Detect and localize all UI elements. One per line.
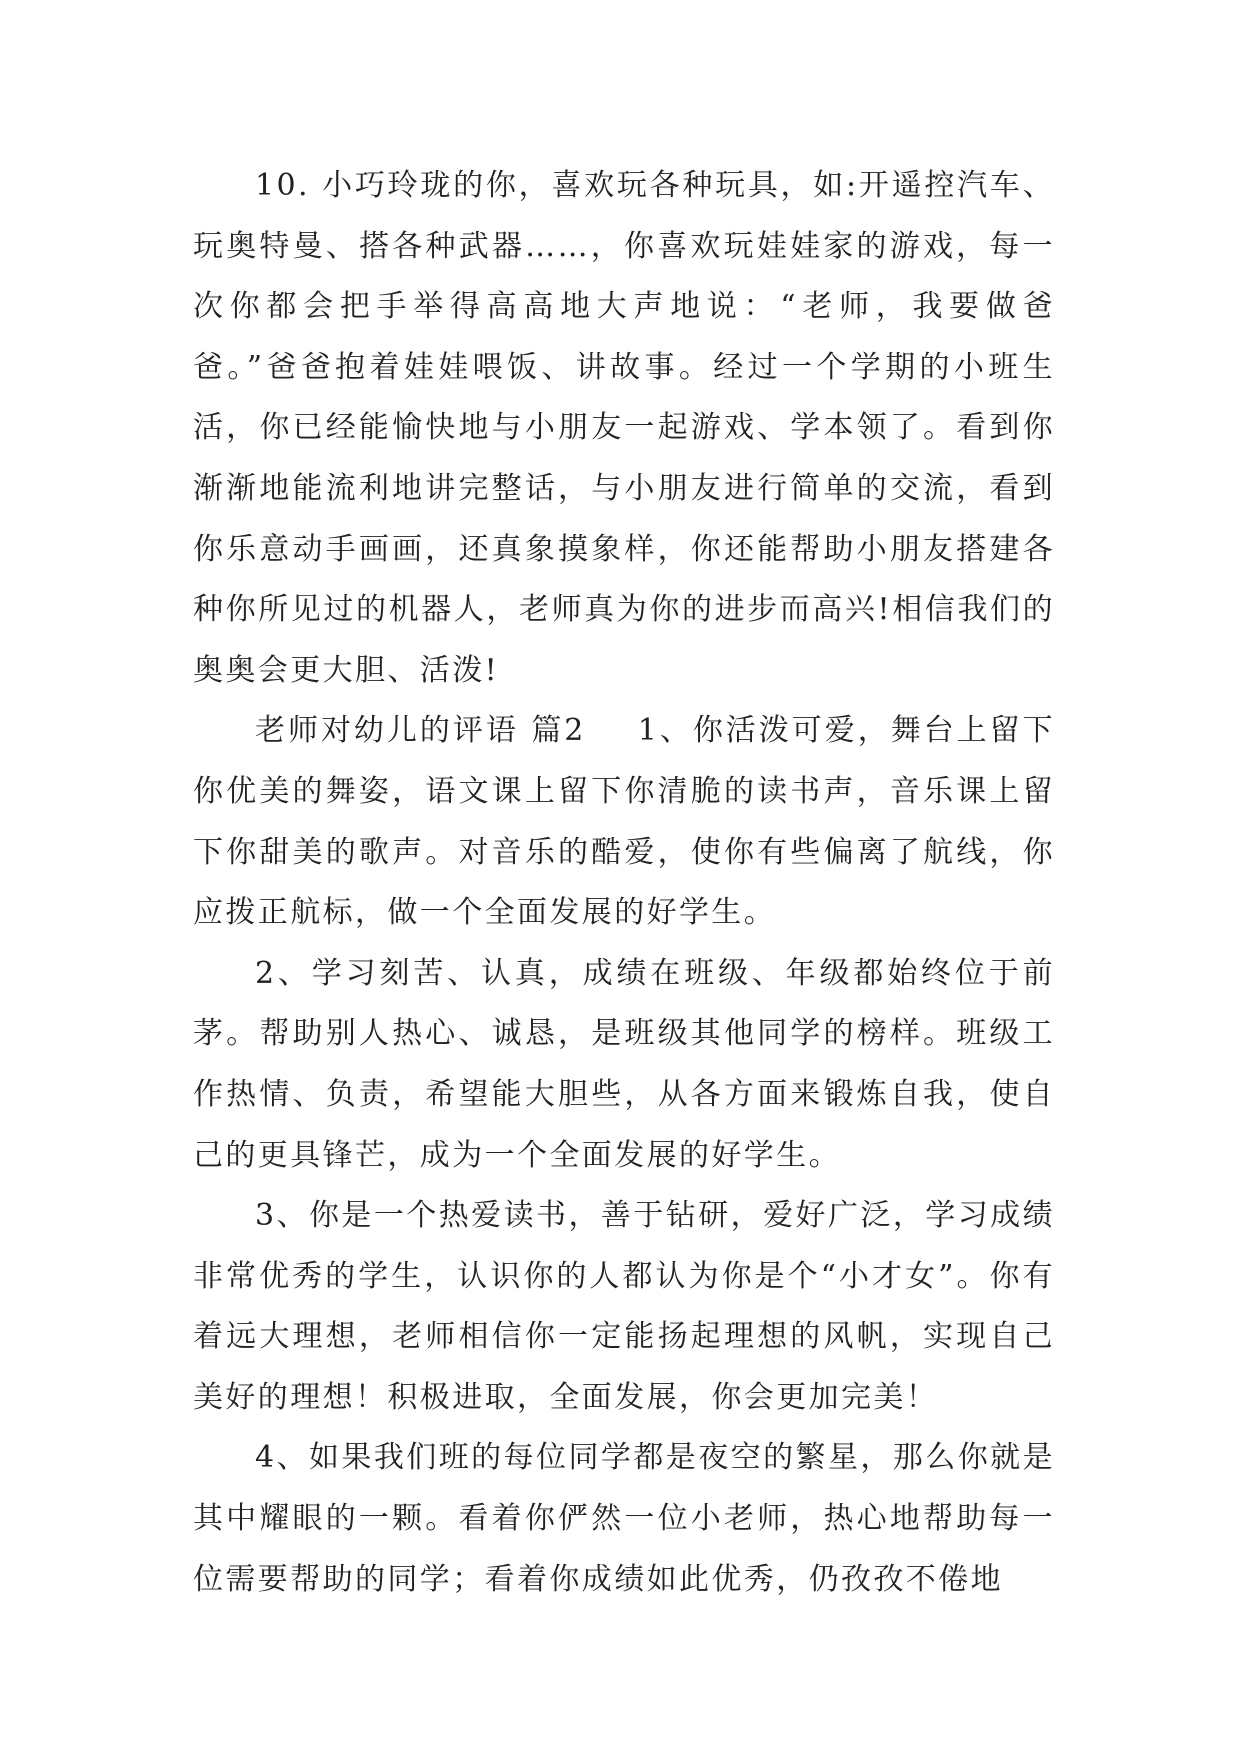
section-title: 老师对幼儿的评语 篇2 — [255, 713, 586, 749]
item-2: 2、学习刻苦、认真，成绩在班级、年级都始终位于前茅。帮助别人热心、诚恳，是班级其他同学的榜样。班级工作热情、负责，希望能大胆些，从各方面来锻炼自我，使自己的更具锋芒，成为一个全面发展的好学生。 — [193, 955, 1055, 1173]
document-body — [193, 156, 1055, 1610]
section-paragraph — [193, 701, 1055, 943]
item-3: 3、你是一个热爱读书，善于钻研，爱好广泛，学习成绩非常优秀的学生，认识你的人都认为你是个“小才女”。你有着远大理想，老师相信你一定能扬起理想的风帆，实现自己美好的理想！积极进取，全面发展，你会更加完美！ — [193, 1198, 1055, 1415]
paragraph-10: 10. 小巧玲珑的你，喜欢玩各种玩具，如:开遥控汽车、玩奥特曼、搭各种武器……，你喜欢玩娃娃家的游戏，每一次你都会把手举得高高地大声地说：“老师，我要做爸爸。”爸爸抱着娃娃喂饭、讲故事。经过一个学期的小班生活，你已经能愉快地与小朋友一起游戏、学本领了。看到你渐渐地能流利地讲完整话，与小朋友进行简单的交流，看到你乐意动手画画，还真象摸象样，你还能帮助小朋友搭建各种你所见过的机器人，老师真为你的进步而高兴!相信我们的奥奥会更大胆、活泼! — [193, 168, 1055, 688]
item-4: 4、如果我们班的每位同学都是夜空的繁星，那么你就是其中耀眼的一颗。看着你俨然一位小老师，热心地帮助每一位需要帮助的同学；看着你成绩如此优秀，仍孜孜不倦地 — [193, 1440, 1055, 1597]
item-1: 1、你活泼可爱，舞台上留下你优美的舞姿，语文课上留下你清脆的读书声，音乐课上留下你甜美的歌声。对音乐的酷爱，使你有些偏离了航线，你应拨正航标，做一个全面发展的好学生。 — [193, 713, 1055, 931]
